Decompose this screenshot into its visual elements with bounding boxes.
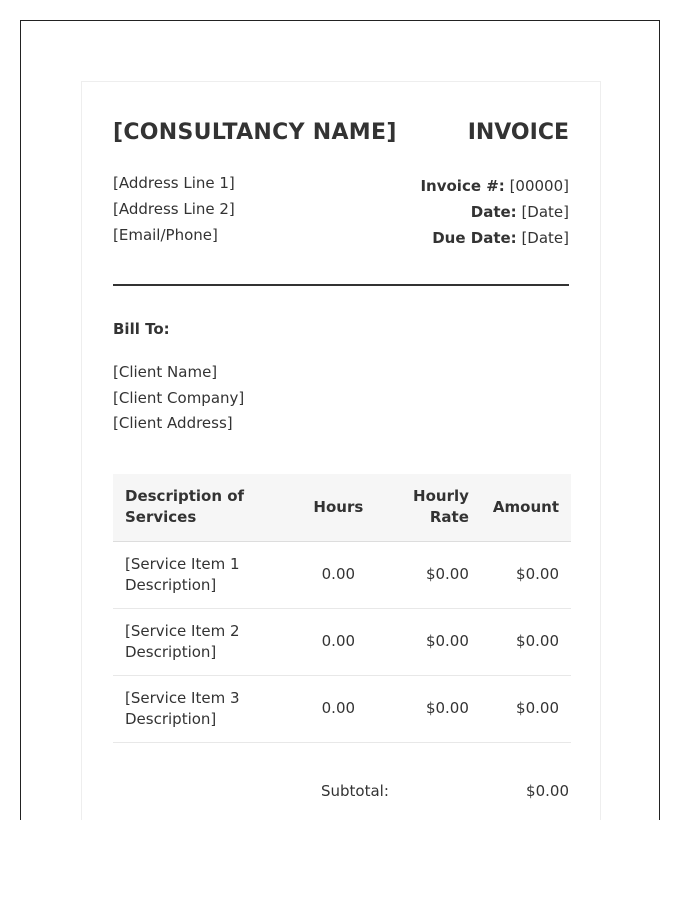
service-rate: $0.00 [425, 699, 469, 717]
contact-info: [Email/Phone] [113, 226, 218, 244]
due-date-row [420, 225, 569, 251]
document-frame [20, 20, 660, 820]
service-description-line-1: [Service Item 2 [125, 621, 240, 640]
services-table [113, 474, 571, 743]
subtotal-label: Subtotal: [321, 782, 389, 800]
invoice-title: INVOICE [467, 120, 569, 145]
service-hours: 0.00 [321, 699, 356, 717]
subtotal-value: $0.00 [526, 782, 569, 800]
table-row [113, 608, 571, 675]
client-name: [Client Name] [113, 363, 218, 381]
service-description-line-1: [Service Item 3 [125, 688, 240, 707]
service-description [113, 608, 300, 675]
address-line-2: [Address Line 2] [113, 200, 235, 218]
header-hourly-rate [377, 474, 481, 541]
client-company: [Client Company] [113, 388, 245, 407]
header-rate-line-1: Hourly [413, 487, 469, 506]
service-rate: $0.00 [425, 565, 469, 583]
invoice-number-value: [00000] [504, 177, 569, 195]
service-description-line-2: Description] [125, 709, 217, 728]
invoice-meta [420, 173, 569, 251]
table-row [113, 541, 571, 608]
date-value: [Date] [516, 203, 569, 221]
header-row [113, 474, 571, 541]
service-hours: 0.00 [321, 632, 356, 650]
services-table-body [113, 541, 571, 742]
sender-address [113, 170, 235, 248]
service-description-line-2: Description] [125, 575, 217, 594]
invoice-page [81, 81, 601, 820]
service-amount: $0.00 [516, 565, 559, 583]
date-row [420, 199, 569, 225]
company-name: [CONSULTANCY NAME] [113, 120, 397, 145]
service-amount: $0.00 [516, 699, 559, 717]
bill-to-label: Bill To: [113, 320, 170, 338]
due-date-value: [Date] [516, 229, 569, 247]
invoice-number-label: Invoice #: [420, 177, 505, 195]
header-amount: Amount [492, 497, 559, 516]
header-divider [113, 284, 569, 286]
service-hours: 0.00 [321, 565, 356, 583]
service-description-line-2: Description] [125, 642, 217, 661]
header-rate-line-2: Rate [429, 508, 469, 527]
due-date-label: Due Date: [432, 229, 517, 247]
service-description [113, 675, 300, 742]
client-details [113, 360, 244, 437]
header-hours: Hours [313, 497, 364, 516]
services-table-header [113, 474, 571, 541]
service-amount: $0.00 [516, 632, 559, 650]
date-label: Date: [470, 203, 517, 221]
invoice-number-row [420, 173, 569, 199]
table-row [113, 675, 571, 742]
address-line-1: [Address Line 1] [113, 174, 235, 192]
service-description [113, 541, 300, 608]
client-address: [Client Address] [113, 414, 233, 432]
header-description: Description of Services [125, 487, 245, 527]
service-description-line-1: [Service Item 1 [125, 554, 240, 573]
service-rate: $0.00 [425, 632, 469, 650]
